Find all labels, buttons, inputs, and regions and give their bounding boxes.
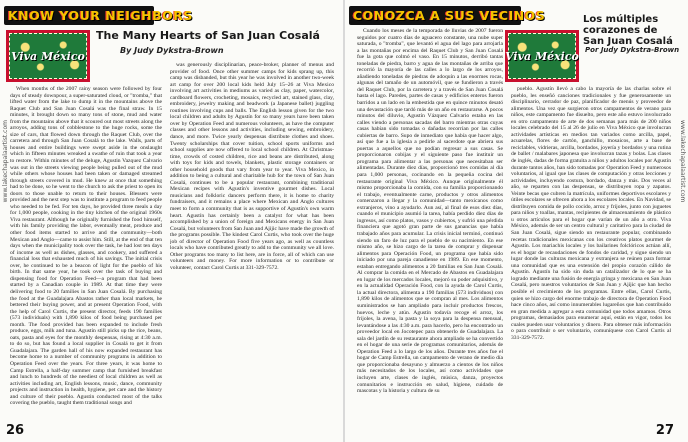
article-column-1 — [357, 28, 503, 416]
left-page — [0, 0, 343, 442]
body-text: When months of the 2007 rainy season were followed by four days of steady downpour, a super-saturated cloud, or "tromba," that lifted water from the lake to dump it in the mountains above the Raquet Club and San Juan Cosalá was the final straw. In 15 minutes, it brought down so many tons of stone, mud and water from the mountains above that it scoured out most streets along the arroyos, adding tons of cobblestone to the huge rocks, some the size of cars, that flowed down through the Raquet Club, over the carretera and through San Juan Cosalá to the lake. Walls, parts of houses and entire buildings were swept aside in the onslaught which in fifteen minutes wreaked a swathe of ruin that took a year to restore. Within minutes of the deluge, Agustin Vazquez Calvario was out in the streets viewing people being pulled out of the mud while others whose houses had been taken or damaged streamed through streets covered in mud. He knew at once that something had to be done, so he went to the church to ask the priest to open its doors to those unable to return to their houses. Blessers were provided and the next step was to institute a program to feed people who needed to be fed. For ten days, he provided three meals a day for 1,000 people, cooking in the tiny kitchen of the original 1960s Viva restaurant. Although he originally furnished the food himself, with his family providing the labor, eventually meat, produce and other food items started to arrive and the community—both Mexican and Anglo—came to assist him. Still, at the end of that ten days when the municipality took over the task, he had lost ten days of income as well as dishes, glasses, and cookery, and suffered a financial loss that exhausted much of his savings. The initial crisis over, he continued to be a beacon of light for the pueblo of his birth. In that same year, he took over the task of buying and dispensing food for Operation Feed—a program that had been started by a Canadian couple in 1989. At that time they were delivering food to 20 families in San Juan Cosalá. By purchasing the food at the Guadalajara Abastos rather than local markets, he bettered their buying power, and at present Operation Food, with the help of Carol Curtis, the present director, feeds 190 families (573 individuals) with 1,890 kilos of food being purchased per month. The food provided has been expanded to include fresh produce, eggs, milk and tuna. Agustín still picks up the rice, beans, oats, pasta and eyes for the monthly despensas, rising at 4:30 a.m. to do so, but has found a local supplier in Cosalá to get it from Guadalajara. The garden hall of his now expanded restaurant has become home to a number of community programs in addition to Operation Feed over the years. For three years, it was home to Camp Estrella, a half-day summer camp that furnished breakfast and lunch to hundreds of the neediest of local children as well as activities including art, English lessons, music, dance, community projects and instruction in health, hygiene, pet care and the history and culture of their pueblo. Agustin conducted most of the talks covering the pueblo, taught them traditional songs and — [10, 86, 162, 407]
article-column-1 — [10, 86, 162, 416]
banner-text: Viva México — [505, 50, 579, 63]
byline: By Judy Dykstra-Brown — [120, 46, 224, 55]
article-title: The Many Hearts of San Juan Cosalá — [96, 29, 320, 42]
body-text: was generously disciplinarian, peace-broker, planner of menus and provider of food. Once other summer camps for kids sprang up, this camp was disbanded, but this year he was involved in another two-week art camp for over 200 local kids held July 15–26 at Viva Mexico involving art activities in mediums as varied as clay, paper, watercolor, cardboard flowers, crocheting, mosaics, recycled art, stained glass, clay, embroidery, jewelry making and beadwork (a Japanese ballet) juggling routines involving cups and balls. The English lesson given for the two local children and adults by Agustín for so many years have been taken over by Operation Feed and numerous volunteers, as have the computer classes and other lessons and activities, including sewing, embroidery, dance, and more. Twice yearly despensas distribute clothes and shoes. Twenty scholarships that cover tuition, school sports uniforms and school supplies are now offered to local school children. At Christmas-time, crowds of costed children, rice and beans are distributed, along with toys for kids and towels, blankets, plastic storage containers or other household goods that vary from year to year. Viva Mexico, in addition to being a cultural and charitable hub for the town of San Juan Cosalá, continues to be a popular restaurant, combining traditional Mexican recipes with Agustín's inventive gourmet dishes. Local musicians and folkloric dancers perform there, it is home to charity fundraisers, and it remains a place where Mexican and Anglo cultures meet to form a community that is as supportive of Agustín's own warm heart. Agustín has certainly been a catalyst for what has been accomplished by a union of foreign and Mexicans energy in San Juan Cosalá, but volunteers from San Juan and Ajijic have made the growth of the programs possible. The kindest Carol Curtis, who took over the huge job of director of Operation Food five years ago, as well as countless locals who have contributed greatly to add to the community we all love. Other programs too many to list here, are in force, all of which can use volunteers and money. For more information or to contribute or volunteer, contact Carol Curtis at 331-329-7572. — [170, 62, 334, 271]
section-header: CONOZCA A SUS VECINOS — [353, 8, 546, 23]
body-text: pueblo. Agustín llevó a cabo la mayoría de las charlas sobre el pueblo, les enseñó canciones tradicionales y fue generosamente un disciplinario, cerrador de paz, planificador de menús y proveedor de alimentos. Una vez que surgieron otros campamentos de verano para niños, este campamento fue disuelto, pero este año estuvo involucrado en otro campamento de arte de dos semanas para más de 200 niños locales celebrado del 15 al 26 de julio en Viva México que involucran actividades artísticas en medios tan variados como arcilla, papel, acuarelas, flores de cartón, ganchillo, mosaicos, arte a base de reciclables, vidrieras, arcilla, bordados, joyería y bordados y una rutina de ballet / malabares japonesa que involucran tazas y bolas. Las clases de inglés, dadas de forma gratuita a niños y adultos locales por Agustín durante tantos años, han sido tomadas por Operation Feed y numerosos voluntarios, al igual que las clases de computación y otras lecciones y actividades, incluyendo costura, bordado, danza y más. Dos veces al año, se reparten con las despensas, se distribuyen ropa y zapatos. Veinte becas que cubren la matrícula, uniformes deportivos escolares y útiles escolares se ofrecen ahora a los escolares locales. En Navidad, se distribuyen comida de pollo cocido, arroz y frijoles, junto con juguetes para niños y toallas, mantas, recipientes de almacenamiento de plástico u otros artículos para el hogar que varían de un año a otro. Viva México, además de ser un centro cultural y caritativo para la ciudad de San Juan Cosalá, sigue siendo un restaurante popular, combinando recetas tradicionales mexicanas con los creativos platos gourmet de Agustín. Los mariachis locales y los bailarines folclóricos actúan allí, es el hogar de recaudaciones de fondos de caridad, y sigue siendo un lugar donde las culturas mexicana y extranjera se reúnen para formar una comunidad que es una extensión del propio corazón cálido de Agustín. Agustín ha sido sin duda un catalizador de lo que se ha logrado mediante una fusión de energía gringa y mexicana en San Juan Cosalá, pero nuestros voluntarios de San Juan y Ajijic que han hecho posible el crecimiento de los programas. Entre ellas, Carol Curtis, quien se hizo cargo del enorme trabajo de directora de Operation Food hace cinco años, así como innumerables lugareños que han contribuido en gran medida a agregar a esta comunidad que todos amamos. Otros programas, demasiados para enumerar aquí, están en vigor, todos los cuales pueden usar voluntarios y dinero. Para obtener más información o para contribuir o ser voluntario, comuníquese con Carol Curtis al 331-329-7572. — [511, 86, 671, 341]
body-text: Cuando los meses de la temporada de lluvias de 2007 fueron seguidos por cuatro días de aguacero constante, una nube super saturada, o "tromba", que levantó el agua del lago para arrojarla a las montañas por encima del Raquet Club y San Juan Cosalá fue la gota que colmó el vaso. En 15 minutos, derribó tantas toneladas de piedra, barro y agua de las montañas de arriba que recorrió la mayoría de las calles a lo largo de los arroyos, añadiendo toneladas de piedras de adoquín a las enormes rocas, algunas del tamaño de un automóvil, que se fundieron a través del Raquet Club, por la carretera y a través de San Juan Cosalá hasta el lago. Paredes, partes de casas y edificios enteros fueron barridos a un lado en la embestida que en quince minutos desató una devastación que tardó más de un año en restaurarse. A pocos minutos del diluvio, Agustín Vázquez Calvario estaba en las calles viendo a personas sacadas del barro mientras otras cuyas casas habían sido tomadas o dañadas recorrían por las calles cubiertas de barro. Supo de inmediato que había que hacer algo, así que fue a la iglesia a pedirle al sacerdote que abriera sus puertas a aquellos que no podían regresar a sus casas. Se proporcionaron cobijas y el siguiente paso fue instituir un programa para alimentar a las personas que necesitaban ser alimentadas. Durante diez días, proporcionó tres comidas al día para 1,000 personas, cocinando en la pequeña cocina del restaurante original Viva México. Aunque originalmente él mismo proporcionaba la comida, con su familia proporcionando el trabajo, eventualmente carne, productos y otros alimentos comenzaron a llegar y la comunidad—tanto mexicanos como extranjeros, vino a ayudarlo. Aun así, al final de esos diez días, cuando el municipio asumió la tarea, había perdido diez días de ingresos, así como platos, vasos y cubiertos, y sufrió una pérdida financiera que agotó gran parte de sus ganancias que había trabajado años para acumular. La crisis inicial terminó, continuó siendo un faro de luz para el pueblo de su nacimiento. En ese mismo año, se hizo cargo de la tarea de comprar y dispensar alimentos para Operación Food, un programa que había sido iniciado por una pareja canadiense en 1989. En ese momento, estaban entregando alimentos a 20 familias en San Juan Cosalá. Al comprar la comida en el Mercado de Abastos en Guadalajara en lugar de los mercados locales, mejoró su poder adquisitivo, y en la actualidad Operación Food, con la ayuda de Carol Curtis, la actual directora, alimenta a 190 familias (573 individuos) con 1,890 kilos de alimentos que se compran al mes. Los alimentos suministrados se han ampliado para incluir productos frescos, huevos, leche y atún. Agustín todavía recoge el arroz, los frijoles, la avena, la pasta y la soya para la despensa mensual, levantándose a las 4:30 a.m. para hacerlo, pero ha encontrado un proveedor local en Jocotepec para obtenerlo de Guadalajara. La sala del jardín de su restaurante ahora ampliado se ha convertido en el hogar de una serie de programas comunitarios, además de Operation Feed a lo largo de los años. Durante tres años fue el hogar de Camp Estrella, un campamento de verano de medio día que proporcionaba desayuno y almuerzo a cientos de los niños más necesitados de los locales, así como actividades que incluyen arte, clases de inglés, música, danza, proyectos comunitarios e instrucción en salud, higiene, cuidado de mascotas y la historia y cultura de su — [357, 28, 503, 395]
side-url: www.lakechapalaartist.com — [2, 120, 9, 203]
title-line-1: Los múltiples corazones de — [583, 14, 659, 36]
article-title — [583, 14, 683, 47]
title-line-2: San Juan Cosalá — [583, 36, 673, 47]
section-header: KNOW YOUR NEIGHBORS — [8, 8, 193, 23]
viva-mexico-banner — [6, 30, 90, 82]
article-column-2 — [170, 62, 334, 416]
article-column-2 — [511, 86, 671, 416]
side-url: www.lakechapalaartist.com — [679, 120, 686, 203]
byline: Por Judy Dykstra-Brown — [585, 46, 680, 54]
right-page — [345, 0, 688, 442]
page-number: 27 — [655, 423, 674, 438]
page-number: 26 — [6, 423, 25, 438]
banner-text: Viva México — [11, 50, 85, 63]
viva-mexico-banner — [505, 30, 579, 82]
